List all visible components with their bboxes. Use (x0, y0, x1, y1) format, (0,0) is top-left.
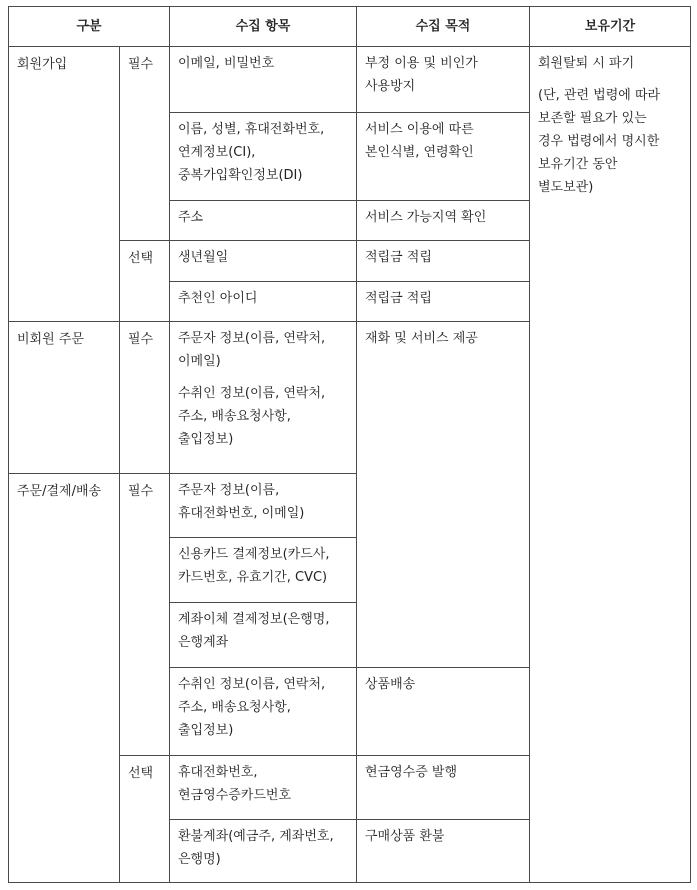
item-cell (170, 756, 357, 820)
purpose-cell (357, 113, 530, 201)
item-line: 주소, 배송요청사항, (178, 700, 291, 715)
item-line: 주문자 정보(이름, 연락처, (178, 331, 326, 346)
type-order-optional: 선택 (120, 756, 170, 883)
type-guest-required: 필수 (120, 322, 170, 474)
item-cell (170, 282, 357, 322)
retention-main-text: 회원탈퇴 시 파기 (538, 56, 635, 71)
item-cell (170, 241, 357, 282)
item-line: 수취인 정보(이름, 연락처, (178, 677, 326, 692)
item-cell (170, 322, 357, 474)
item-line: 현금영수증카드번호 (178, 788, 292, 803)
purpose-cell (357, 756, 530, 820)
retention-main (538, 52, 682, 75)
item-line: 이메일) (178, 354, 221, 369)
purpose-line: 상품배송 (365, 677, 416, 692)
item-cell (170, 47, 357, 113)
item-line: 출입정보) (178, 432, 234, 447)
item-cell (170, 538, 357, 603)
group-member: 회원가입 (9, 47, 120, 322)
header-item: 수집 항목 (170, 7, 357, 47)
purpose-cell (357, 820, 530, 883)
item-line: 신용카드 결제정보(카드사, (178, 547, 330, 562)
type-order-required: 필수 (120, 474, 170, 756)
item-line: 환불계좌(예금주, 계좌번호, (178, 829, 334, 844)
purpose-cell (357, 201, 530, 241)
item-line: 카드번호, 유효기간, CVC) (178, 570, 328, 585)
item-paragraph (178, 327, 348, 373)
item-line: 수취인 정보(이름, 연락처, (178, 386, 326, 401)
purpose-line: 적립금 적립 (365, 250, 432, 265)
item-line: 주소 (178, 210, 204, 225)
retention-note (538, 84, 682, 199)
item-cell (170, 113, 357, 201)
privacy-collection-table (8, 6, 691, 883)
item-cell (170, 201, 357, 241)
item-line: 은행명) (178, 852, 221, 867)
item-line: 이름, 성별, 휴대전화번호, (178, 122, 325, 137)
item-line: 주소, 배송요청사항, (178, 409, 291, 424)
header-category: 구분 (9, 7, 170, 47)
type-member-optional: 선택 (120, 241, 170, 322)
header-purpose: 수집 목적 (357, 7, 530, 47)
purpose-cell (357, 668, 530, 756)
retention-cell (530, 47, 691, 883)
purpose-line: 서비스 가능지역 확인 (365, 210, 487, 225)
item-line: 주문자 정보(이름, (178, 483, 280, 498)
purpose-line: 적립금 적립 (365, 291, 432, 306)
purpose-cell (357, 282, 530, 322)
item-line: 추천인 아이디 (178, 291, 258, 306)
retention-note-line: (단, 관련 법령에 따라 (538, 88, 661, 103)
purpose-cell (357, 322, 530, 668)
purpose-line: 구매상품 환불 (365, 829, 445, 844)
item-line: 은행계좌 (178, 635, 229, 650)
item-line: 휴대전화번호, (178, 765, 258, 780)
purpose-cell (357, 47, 530, 113)
item-paragraph (178, 382, 348, 451)
item-cell (170, 820, 357, 883)
table-row (9, 47, 691, 113)
group-order: 주문/결제/배송 (9, 474, 120, 883)
purpose-line: 부정 이용 및 비인가 (365, 56, 478, 71)
item-line: 연계정보(CI), (178, 145, 256, 160)
item-line: 이메일, 비밀번호 (178, 56, 275, 71)
item-line: 출입정보) (178, 723, 234, 738)
retention-note-line: 경우 법령에서 명시한 (538, 134, 660, 149)
header-retention: 보유기간 (530, 7, 691, 47)
group-guest: 비회원 주문 (9, 322, 120, 474)
purpose-line: 사용방지 (365, 79, 416, 94)
item-line: 계좌이체 결제정보(은행명, (178, 612, 330, 627)
item-line: 중복가입확인정보(DI) (178, 168, 303, 183)
retention-note-line: 별도보관) (538, 180, 594, 195)
retention-note-line: 보유기간 동안 (538, 157, 618, 172)
table-header-row (9, 7, 691, 47)
item-cell (170, 668, 357, 756)
purpose-line: 본인식별, 연령확인 (365, 145, 474, 160)
item-cell (170, 474, 357, 538)
item-line: 생년월일 (178, 250, 229, 265)
type-member-required: 필수 (120, 47, 170, 241)
item-cell (170, 603, 357, 668)
retention-note-line: 보존할 필요가 있는 (538, 111, 647, 126)
item-line: 휴대전화번호, 이메일) (178, 506, 305, 521)
purpose-line: 재화 및 서비스 제공 (365, 331, 478, 346)
purpose-line: 현금영수증 발행 (365, 765, 458, 780)
purpose-line: 서비스 이용에 따른 (365, 122, 474, 137)
purpose-cell (357, 241, 530, 282)
